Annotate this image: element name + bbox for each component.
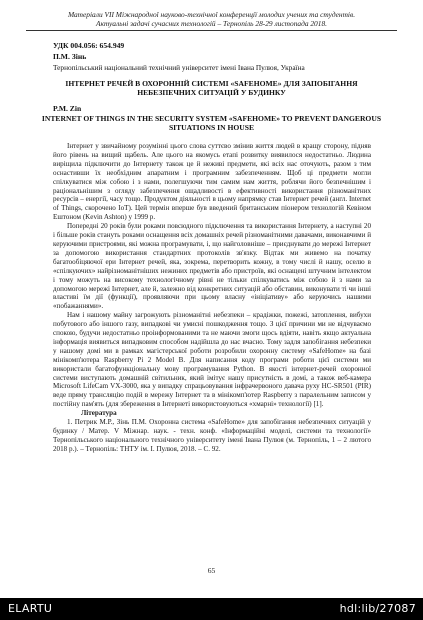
affiliation: Тернопільський національний технічний університет імені Івана Пулюя, Україна xyxy=(53,63,305,72)
reference-item: 1. Петрик М.Р., Зінь П.М. Охоронна система «SafeHome» для запобігання небезпечних ситуацій у будинку / Матер. V Міжнар. наук. - техн. конф. «Інформаційні моделі, системи та технології» Тернопільського національного технічного університету імені Івана Пулюя (м. Тернопіль, 1 – 2 лютого 2018 р.). – Тернопіль: ТНТУ ім. І. Пулюя, 2018. – С. 92. xyxy=(53,418,371,453)
article-body xyxy=(53,142,371,454)
title-en: INTERNET OF THINGS IN THE SECURITY SYSTEM «SAFEHOME» TO PREVENT DANGEROUS SITUATIONS IN HOUSE xyxy=(41,114,382,132)
paragraph-1: Інтернет у звичайному розумінні цього слова суттєво змінив життя людей в кращу сторону, підняв його рівень на вищий щабель. Але цього на якомусь етапі розвитку виявилося недостатньо. Людина виріщила підключити до Інтернету також це й неживі предмети, які всіх нас оточують, разом з тим оснастивши їх необхідним апаратним і програмним забезпеченням. Щоб ці предмети могли спілкуватися між собою і з нами, полегшуючи тим самим нам життя, роблячи його безпечнішим і раціональнішим з огляду забезпечення ощадливості в ефективності використання різноманітних ресурсів – енергії, часу тощо. Продуктом діяльності в цьому напрямку став Інтернет речей (англ. Internet of Things, скорочено IoT). Цей термін вперше був введений британським піонером технологій Кевіном Ештоном (Kevin Ashton) у 1999 р. xyxy=(53,142,371,222)
title-ua: ІНТЕРНЕТ РЕЧЕЙ В ОХОРОННІЙ СИСТЕМІ «SAFEHOME» ДЛЯ ЗАПОБІГАННЯ НЕБЕЗПЕЧНИХ СИТУАЦІЙ У БУДИНКУ xyxy=(65,79,358,97)
handle-identifier: hdl:lib/27087 xyxy=(339,602,416,615)
paragraph-2: Попередні 20 років були роками повсюдного підключення та використання Інтернету, а наступні 20 і більше років стануть роками оснащення всіх домашніх речей різноманітними давачами, виконавчими й керуючими пристроями, які можна програмувати, і, що найголовніше – приєднувати до мережі Інтернет за допомогою використання стандартних протоколів зв'язку. Відтак ми живемо на початку багатообіцяючої ери Інтернет речей, яка, зокрема, перетворить кожну, в тому числі й нашу, оселю в «спілкуючих» найрізноманітніших нежиних предметів або пристроїв, які оснащені штучним інтелектом і тому можуть на високому технологічному рівні не тільки спілкуватись між собою й з нами за допомогою мережі Інтернет, але й, залежно від конкретних ситуацій або обставин, виконувати ті чи інші властиві їм дії (функції), проявляючи при цьому власну «ініціативу» або керуючись нашими «побажаннями». xyxy=(53,222,371,311)
author-ua: П.М. Зінь xyxy=(53,52,87,61)
udc-code: УДК 004.056: 654.949 xyxy=(53,41,125,50)
author-en: P.M. Zin xyxy=(53,104,82,113)
header-rule xyxy=(26,30,397,31)
paragraph-3: Нам і нашому майну загрожують різноманітні небезпеки – крадіжки, пожежі, затоплення, вибухи побутового або іншого газу, випадкові чи умисні пошкодження тощо. З цієї причини ми не відчуваємо спокою, будучи недостатньо проінформованими та не маючи змоги щось вдіяти, навіть якщо актуальна інформація виявиться випадковим способом надійшла до нас вчасно. Тому задля запобігання небезпеки у нашому домі ми в рамках магістерської роботи розробили охоронну систему «SafeHome» на базі мінікомп'ютера Raspberry Pi 2 Model B. Для написання коду програми роботи цієї системи ми використали багатофункціональну мову програмування Python. В якості інтернет-речей охоронної системи виступають домашній світильник, який імітує нашу присутність в домі, а також веб-камера Microsoft LifeCam VX-3000, яка у випадку спрацьовування інфрачервоного давача руху HC-SR501 (PIR) веде пряму трансляцію подій в мережу Інтернет та в мінікомп'ютер Raspberry з паралельним записом у постійну пам'ять (для збереження в Інтернеті використовуються «хмарні» технології) [1]. xyxy=(53,311,371,409)
repository-name: ELARTU xyxy=(8,602,53,615)
conference-header xyxy=(26,10,397,28)
header-line-1: Матеріали VII Міжнародної науково-технічної конференції молодих учених та студентів. xyxy=(67,10,356,19)
repository-footer xyxy=(0,598,423,620)
references-heading: Література xyxy=(81,409,117,418)
header-line-2: Актуальні задачі сучасних технологій – Тернопіль 28-29 листопада 2018. xyxy=(96,19,327,28)
page-number: 65 xyxy=(207,566,216,575)
